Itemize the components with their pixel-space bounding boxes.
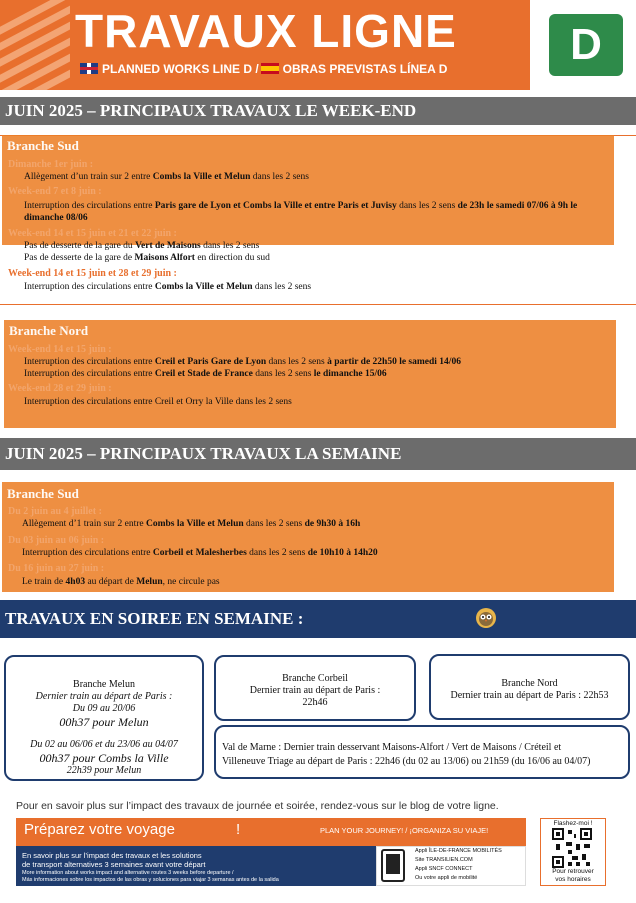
- date-label: Du 16 juin au 27 juin :: [8, 563, 105, 574]
- work-item: Le train de 4h03 au départ de Melun, ne circule pas: [22, 577, 220, 587]
- app-idfm-link[interactable]: Appli ÎLE-DE-FRANCE MOBILITÉS: [415, 848, 502, 854]
- decorative-stripes: [0, 0, 70, 90]
- date-label: Du 03 juin au 06 juin :: [8, 535, 105, 546]
- card-branche-nord: Branche Nord Dernier train au départ de Paris : 22h53: [429, 654, 630, 720]
- card-val-de-marne: Val de Marne : Dernier train desservant Maisons-Alfort / Vert de Maisons / Créteil et Villeneuve Triage au départ de Paris : 22h46 (du 02 au 13/06) ou 21h59 (du 16/06 au 04/07): [214, 725, 630, 779]
- evening-section-title: TRAVAUX EN SOIREE EN SEMAINE :: [0, 600, 636, 638]
- weekend-nord-branch: Branche Nord: [9, 323, 89, 338]
- work-item: Interruption des circulations entre Corbeil et Malesherbes dans les 2 sens de 10h10 à 14h20: [22, 548, 378, 558]
- footer-title: Préparez votre voyage: [24, 821, 175, 838]
- header-banner: [0, 0, 530, 90]
- date-label: Week-end 7 et 8 juin :: [8, 186, 102, 197]
- card-branche-melun: Branche Melun Dernier train au départ de Paris : Du 09 au 20/06 00h37 pour Melun Du 02 au 06/06 et du 23/06 au 04/07 00h37 pour Combs la Ville 22h39 pour Melun: [4, 655, 204, 781]
- app-sncf-link[interactable]: Appli SNCF CONNECT: [415, 866, 473, 872]
- date-label: Week-end 14 et 15 juin :: [8, 344, 112, 355]
- smartphone-icon: [381, 849, 405, 882]
- spain-flag-icon: [261, 63, 279, 74]
- work-item: Interruption des circulations entre Paris gare de Lyon et Combs la Ville et entre Paris et Juvisy dans les 2 sens de 23h le samedi 07/06 à 9h le: [24, 201, 578, 211]
- date-label: Week-end 14 et 15 juin et 28 et 29 juin :: [8, 268, 177, 279]
- footer-plan-journey: PLAN YOUR JOURNEY! / ¡ORGANIZA SU VIAJE!: [320, 826, 489, 835]
- work-item: Interruption des circulations entre Creil et Orry la Ville dans les 2 sens: [24, 397, 292, 407]
- line-d-badge: D: [549, 14, 623, 76]
- work-item: Interruption des circulations entre Combs la Ville et Melun dans les 2 sens: [24, 282, 312, 292]
- app-other-text: Ou votre appli de mobilité: [415, 875, 478, 881]
- page-subtitle: PLANNED WORKS LINE D / OBRAS PREVISTAS LÍNEA D: [80, 62, 447, 76]
- footer-exclamation: !: [236, 821, 241, 838]
- week-sud-branch: Branche Sud: [7, 486, 79, 501]
- header: [0, 0, 636, 90]
- footer-note: Pour en savoir plus sur l’impact des travaux de journée et soirée, rendez-vous sur le blog de votre ligne.: [16, 800, 499, 812]
- date-label: Du 2 juin au 4 juillet :: [8, 506, 102, 517]
- work-item: Interruption des circulations entre Creil et Paris Gare de Lyon dans les 2 sens à partir de 22h50 le samedi 14/06: [24, 357, 461, 367]
- weekend-sud-branch: Branche Sud: [7, 138, 79, 153]
- qr-code-icon[interactable]: [552, 828, 592, 868]
- work-item-cont: dimanche 08/06: [24, 213, 88, 223]
- week-section-title: JUIN 2025 – PRINCIPAUX TRAVAUX LA SEMAINE: [0, 438, 636, 470]
- uk-flag-icon: [80, 63, 98, 74]
- date-label: Dimanche 1er juin :: [8, 159, 94, 170]
- qr-flash-label: Flashez-moi !: [553, 820, 593, 827]
- date-label: Week-end 14 et 15 juin et 21 et 22 juin :: [8, 228, 177, 239]
- work-item: Pas de desserte de la gare du Vert de Maisons dans les 2 sens: [24, 241, 260, 251]
- page-title: TRAVAUX LIGNE: [75, 5, 457, 57]
- qr-caption: Pour retrouver vos horaires: [552, 868, 594, 883]
- site-transilien-link[interactable]: Site TRANSILIEN.COM: [415, 857, 473, 863]
- work-item: Allègement d’un train sur 2 entre Combs la Ville et Melun dans les 2 sens: [24, 172, 309, 182]
- date-label: Week-end 28 et 29 juin :: [8, 383, 112, 394]
- owl-icon: [476, 606, 496, 630]
- work-item: Pas de desserte de la gare de Maisons Alfort en direction du sud: [24, 253, 270, 263]
- footer-info-box: En savoir plus sur l’impact des travaux et les solutions de transport alternatives 3 semaines avant votre départ More information about works impact and alternative routes 3 weeks before departure / Más informaciones sobre los impactos de las obras y soluciones para viajar 3 semanas antes de la salida: [16, 846, 376, 886]
- work-item: Interruption des circulations entre Creil et Stade de France dans les 2 sens le dimanche 15/06: [24, 369, 387, 379]
- weekend-section-title: JUIN 2025 – PRINCIPAUX TRAVAUX LE WEEK-END: [0, 97, 636, 125]
- card-branche-corbeil: Branche Corbeil Dernier train au départ de Paris : 22h46: [214, 655, 416, 721]
- work-item: Allègement d’1 train sur 2 entre Combs la Ville et Melun dans les 2 sens de 9h30 à 16h: [22, 519, 361, 529]
